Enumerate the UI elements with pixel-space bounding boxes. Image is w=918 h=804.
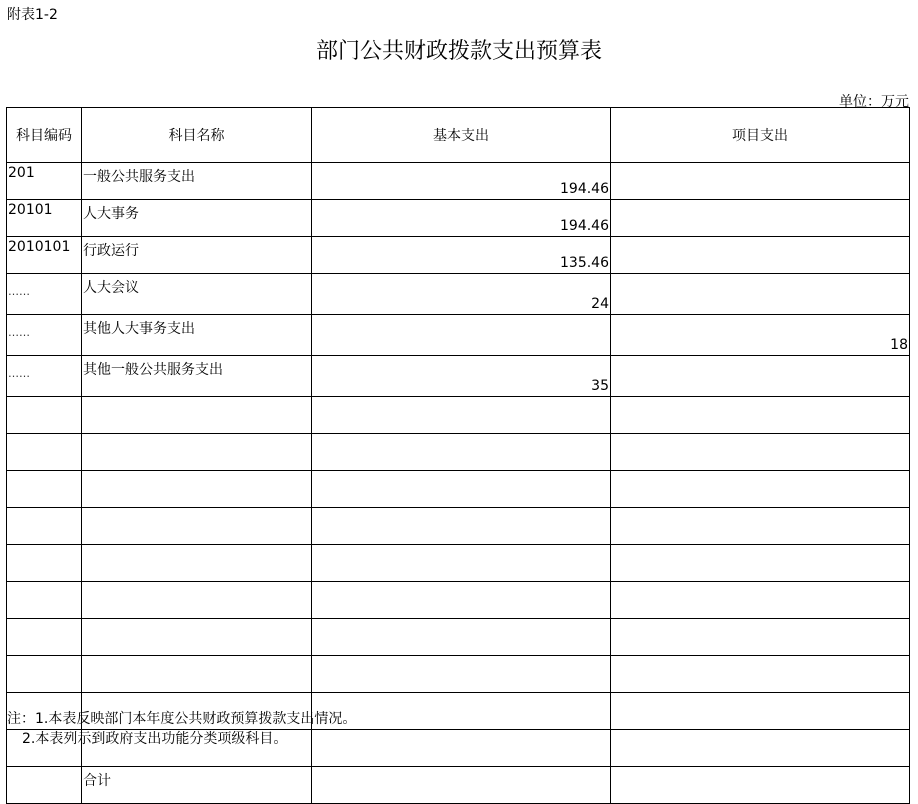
cell-name: 其他人大事务支出 <box>82 315 312 356</box>
cell-project <box>611 274 910 315</box>
cell-project <box>611 237 910 274</box>
cell-project <box>611 163 910 200</box>
cell-basic <box>312 434 611 471</box>
cell-name <box>82 545 312 582</box>
cell-code: …… <box>7 315 82 356</box>
page-title: 部门公共财政拨款支出预算表 <box>315 39 602 64</box>
cell-code <box>7 582 82 619</box>
cell-project <box>611 200 910 237</box>
cell-basic <box>312 471 611 508</box>
column-header-basic: 基本支出 <box>312 108 611 163</box>
cell-project <box>611 434 910 471</box>
cell-project: 18 <box>611 315 910 356</box>
cell-code <box>7 434 82 471</box>
note-line-2: 2.本表列示到政府支出功能分类项级科目。 <box>22 731 288 747</box>
cell-name <box>82 656 312 693</box>
table-row <box>7 397 910 434</box>
cell-name: 人大会议 <box>82 274 312 315</box>
column-header-code: 科目编码 <box>7 108 82 163</box>
cell-basic: 35 <box>312 356 611 397</box>
table-row <box>7 434 910 471</box>
cell-basic: 194.46 <box>312 163 611 200</box>
cell-basic: 135.46 <box>312 237 611 274</box>
table-body <box>7 163 910 804</box>
cell-code: 2010101 <box>7 237 82 274</box>
cell-name <box>82 397 312 434</box>
cell-basic: 24 <box>312 274 611 315</box>
table-row <box>7 163 910 200</box>
cell-basic <box>312 656 611 693</box>
cell-project <box>611 545 910 582</box>
cell-project <box>611 619 910 656</box>
note-line-1: 注：1.本表反映部门本年度公共财政预算拨款支出情况。 <box>7 711 357 727</box>
notes <box>7 709 356 749</box>
cell-basic <box>312 619 611 656</box>
table-row <box>7 237 910 274</box>
table-row <box>7 315 910 356</box>
total-cell <box>7 767 82 804</box>
budget-table <box>6 107 910 804</box>
cell-name <box>82 508 312 545</box>
cell-name <box>82 582 312 619</box>
cell-code: 20101 <box>7 200 82 237</box>
cell-project <box>611 397 910 434</box>
cell-name: 其他一般公共服务支出 <box>82 356 312 397</box>
total-row <box>7 767 910 804</box>
column-header-project: 项目支出 <box>611 108 910 163</box>
table-header-row <box>7 108 910 163</box>
unit-label: 单位：万元 <box>839 94 909 110</box>
cell-basic <box>312 315 611 356</box>
cell-basic <box>312 582 611 619</box>
cell-code: …… <box>7 356 82 397</box>
table-row <box>7 356 910 397</box>
cell-project <box>611 693 910 730</box>
table-row <box>7 274 910 315</box>
cell-code <box>7 471 82 508</box>
cell-basic <box>312 508 611 545</box>
cell-project <box>611 656 910 693</box>
cell-code: 201 <box>7 163 82 200</box>
table-row <box>7 582 910 619</box>
cell-code <box>7 508 82 545</box>
table-row <box>7 656 910 693</box>
table-row <box>7 200 910 237</box>
cell-name: 人大事务 <box>82 200 312 237</box>
cell-code: …… <box>7 274 82 315</box>
total-cell <box>312 767 611 804</box>
table-row <box>7 545 910 582</box>
table-row <box>7 619 910 656</box>
total-cell <box>611 767 910 804</box>
total-label: 合计 <box>82 767 312 804</box>
table-row <box>7 508 910 545</box>
cell-project <box>611 508 910 545</box>
cell-code <box>7 397 82 434</box>
attachment-label: 附表1-2 <box>7 7 58 23</box>
cell-code <box>7 619 82 656</box>
cell-name <box>82 619 312 656</box>
cell-project <box>611 356 910 397</box>
cell-project <box>611 730 910 767</box>
cell-name <box>82 471 312 508</box>
cell-code <box>7 656 82 693</box>
cell-basic: 194.46 <box>312 200 611 237</box>
cell-name <box>82 434 312 471</box>
cell-code <box>7 545 82 582</box>
column-header-name: 科目名称 <box>82 108 312 163</box>
cell-name: 一般公共服务支出 <box>82 163 312 200</box>
cell-basic <box>312 397 611 434</box>
cell-name: 行政运行 <box>82 237 312 274</box>
cell-basic <box>312 545 611 582</box>
cell-project <box>611 582 910 619</box>
table-row <box>7 471 910 508</box>
cell-project <box>611 471 910 508</box>
